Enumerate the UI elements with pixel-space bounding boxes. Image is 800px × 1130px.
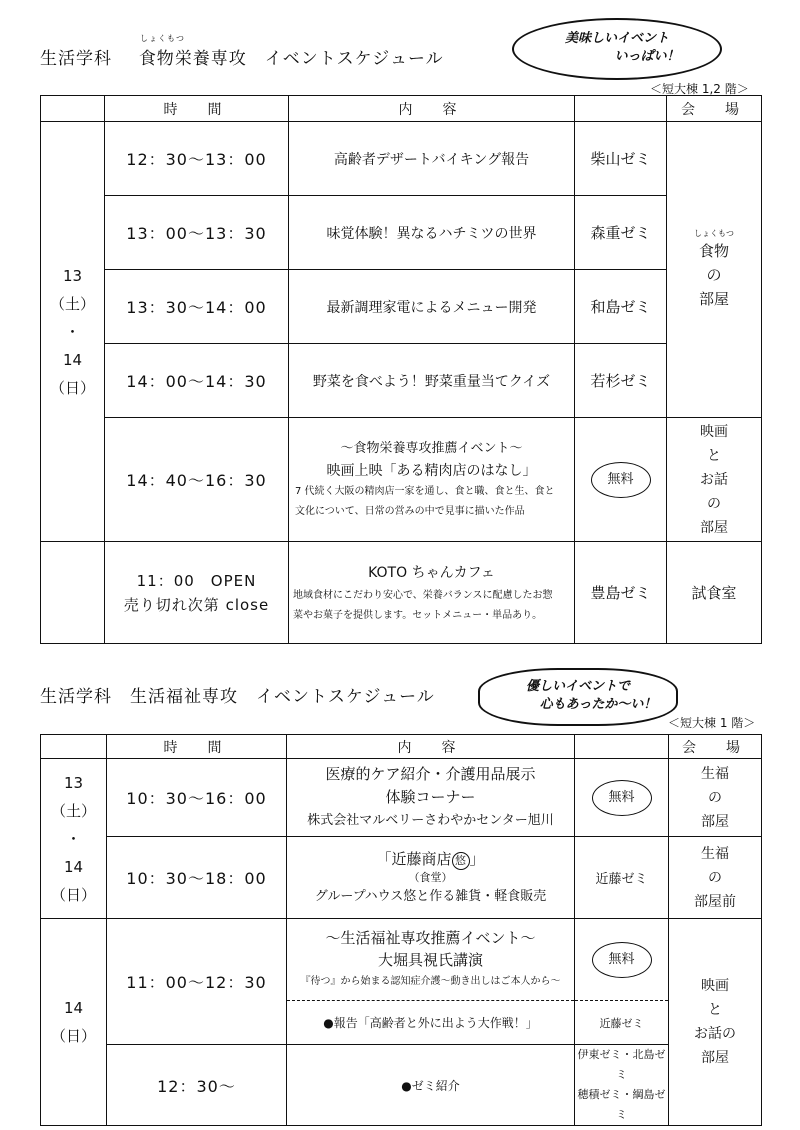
header-time: 時 間 xyxy=(107,735,287,759)
header-zemi xyxy=(575,735,669,759)
kondo-venue: 生福 の 部屋前 xyxy=(669,837,762,919)
movie-content: 〜食物栄養専攻推薦イベント〜 映画上映「ある精肉店のはなし」 7 代続く大阪の精肉店一家を通し、食と職、食と生、食と 文化について、日常の営みの中で見事に描いた作品 xyxy=(289,418,575,542)
row-zemi: 森重ゼミ xyxy=(575,196,667,270)
section1-title-food: 食物 xyxy=(138,49,175,69)
header-venue: 会 場 xyxy=(667,96,762,122)
cafe-zemi: 豊島ゼミ xyxy=(575,542,667,644)
cafe-venue: 試食室 xyxy=(667,542,762,644)
free-badge: 無料 xyxy=(592,942,652,978)
row-content: 最新調理家電によるメニュー開発 xyxy=(289,270,575,344)
day1-label: 13 （土） ・ 14 （日） xyxy=(41,759,107,919)
header-empty xyxy=(41,96,105,122)
cafe-content: KOTO ちゃんカフェ 地域食材にこだわり安心で、栄養バランスに配慮したお惣 菜やお菓子を提供します。セットメニュー・単品あり。 xyxy=(289,542,575,644)
table-row xyxy=(41,270,762,344)
row-content: 高齢者デザートバイキング報告 xyxy=(289,122,575,196)
row-content: 野菜を食べよう！野菜重量当てクイズ xyxy=(289,344,575,418)
header-zemi xyxy=(575,96,667,122)
cafe-time: 11：00 OPEN 売り切れ次第 close xyxy=(105,542,289,644)
table-row-cafe xyxy=(41,542,762,644)
section2-speech-bubble xyxy=(478,668,678,726)
header-content: 内 容 xyxy=(287,735,575,759)
lecture-time: 11：00〜12：30 xyxy=(107,919,287,1045)
table-row xyxy=(41,196,762,270)
lecture-venue: 映画 と お話の 部屋 xyxy=(669,919,762,1126)
day2-label: 14 （日） xyxy=(41,919,107,1126)
lecture-content: 〜生活福祉専攻推薦イベント〜 大堀具視氏講演 『待つ』から始まる認知症介護〜動き出しはご本人から〜 xyxy=(287,919,575,1001)
table-row-lecture xyxy=(41,919,762,1001)
table-row xyxy=(41,122,762,196)
row-content: 味覚体験！異なるハチミツの世界 xyxy=(289,196,575,270)
row-time: 12：30〜13：00 xyxy=(105,122,289,196)
section2-header-row xyxy=(41,735,762,759)
section1-bubble-line2: いっぱい！ xyxy=(614,49,680,64)
table-row-movie xyxy=(41,418,762,542)
yu-circle-mark: 悠 xyxy=(452,852,470,870)
section2-bubble-line2: 心もあったか〜い！ xyxy=(539,697,657,712)
venue-food-room: しょくもつ 食物 の 部屋 xyxy=(667,122,762,418)
report-content: ●報告「高齢者と外に出よう大作戦！」 xyxy=(287,1001,575,1045)
section2-building-note: ＜短大棟 1 階＞ xyxy=(668,716,756,730)
row-zemi: 和島ゼミ xyxy=(575,270,667,344)
intro-time: 12：30〜 xyxy=(107,1045,287,1126)
section1-title-suffix: 栄養専攻 イベントスケジュール xyxy=(174,49,444,69)
lecture-free-cell xyxy=(575,919,669,1001)
row-zemi: 若杉ゼミ xyxy=(575,344,667,418)
row-time: 14：00〜14：30 xyxy=(105,344,289,418)
section1-ruby: しょくもつ xyxy=(140,34,185,43)
section1-title xyxy=(40,44,444,69)
section2-title: 生活学科 生活福祉専攻 イベントスケジュール xyxy=(40,687,435,707)
movie-time: 14：40〜16：30 xyxy=(105,418,289,542)
report-zemi: 近藤ゼミ xyxy=(575,1001,669,1045)
movie-free-cell xyxy=(575,418,667,542)
care-time: 10：30〜16：00 xyxy=(107,759,287,837)
header-content: 内 容 xyxy=(289,96,575,122)
venue-movie-room: 映画 と お話 の 部屋 xyxy=(667,418,762,542)
care-free-cell xyxy=(575,759,669,837)
section1-bubble-line1: 美味しいイベント xyxy=(564,31,669,46)
kondo-time: 10：30〜18：00 xyxy=(107,837,287,919)
row-time: 13：00〜13：30 xyxy=(105,196,289,270)
row-time: 13：30〜14：00 xyxy=(105,270,289,344)
header-time: 時 間 xyxy=(105,96,289,122)
row-zemi: 柴山ゼミ xyxy=(575,122,667,196)
table-row-intro xyxy=(41,1045,762,1126)
venue-ruby: しょくもつ xyxy=(694,228,734,238)
day-label: 13 （土） ・ 14 （日） xyxy=(41,122,105,542)
section1-speech-bubble xyxy=(512,18,722,80)
intro-content: ●ゼミ紹介 xyxy=(287,1045,575,1126)
cafe-empty xyxy=(41,542,105,644)
section2-schedule-table xyxy=(40,734,762,1126)
table-row-kondo xyxy=(41,837,762,919)
section2-bubble-line1: 優しいイベントで xyxy=(525,679,630,694)
free-badge: 無料 xyxy=(592,780,652,816)
care-content: 医療的ケア紹介・介護用品展示 体験コーナー 株式会社マルベリーさわやかセンター旭川 xyxy=(287,759,575,837)
section1-schedule-table xyxy=(40,95,762,644)
section1-building-note: ＜短大棟 1,2 階＞ xyxy=(650,82,749,96)
intro-zemi: 伊東ゼミ・北島ゼミ 穂積ゼミ・綱島ゼミ xyxy=(575,1045,669,1126)
section1-title-prefix: 生活学科 xyxy=(40,49,112,69)
free-badge: 無料 xyxy=(591,462,651,498)
kondo-content: 「近藤商店 悠 」 （食堂） グループハウス悠と作る雑貨・軽食販売 xyxy=(287,837,575,919)
section1-header-row xyxy=(41,96,762,122)
header-empty xyxy=(41,735,107,759)
table-row xyxy=(41,344,762,418)
kondo-zemi: 近藤ゼミ xyxy=(575,837,669,919)
table-row-care xyxy=(41,759,762,837)
header-venue: 会 場 xyxy=(669,735,762,759)
care-venue: 生福 の 部屋 xyxy=(669,759,762,837)
